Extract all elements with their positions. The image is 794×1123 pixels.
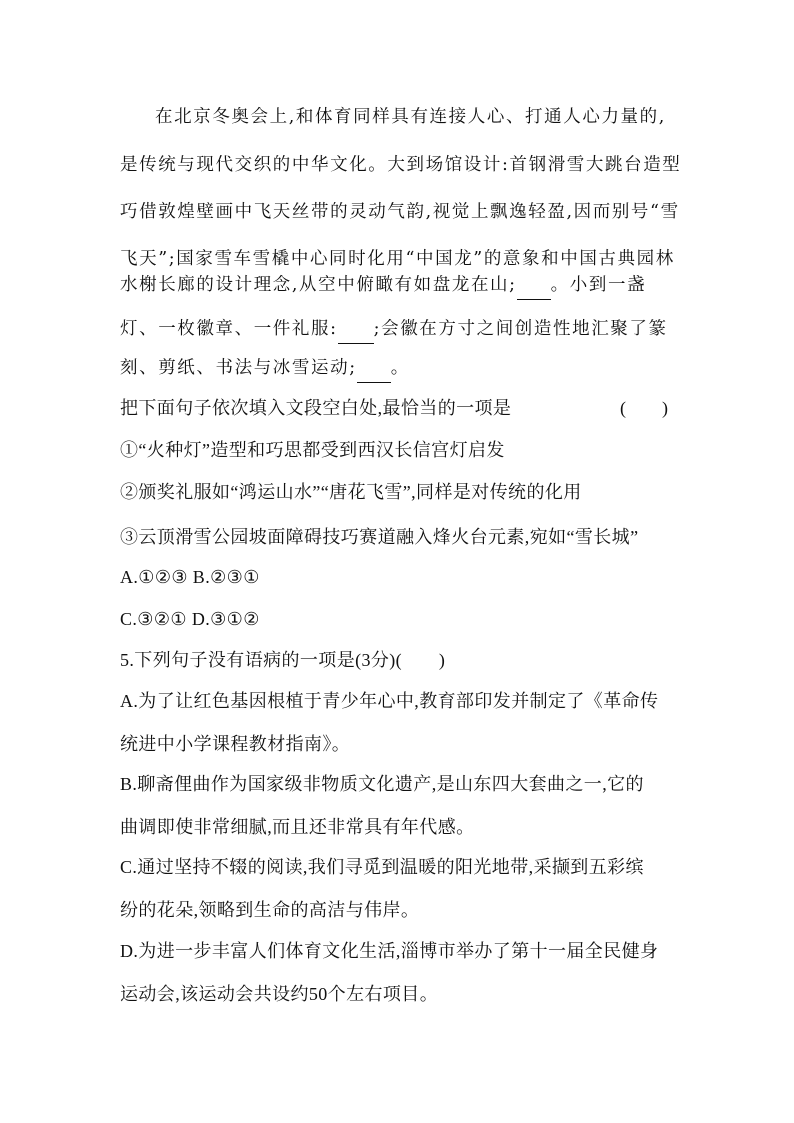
- passage-line-7-text: 刻、剪纸、书法与冰雪运动;: [120, 358, 357, 378]
- sentence-1: ①“火种灯”造型和巧思都受到西汉长信宫灯启发: [120, 440, 505, 460]
- passage-line-5-text: 水榭长廊的设计理念,从空中俯瞰有如盘龙在山;: [120, 275, 517, 295]
- passage-line-2: 是传统与现代交织的中华文化。大到场馆设计:首钢滑雪大跳台造型: [120, 155, 682, 175]
- passage-line-6-text: 灯、一枚徽章、一件礼服:: [120, 319, 338, 339]
- fill-blank-1: [517, 271, 551, 300]
- passage-line-6-tail: ;会徽在方寸之间创造性地汇聚了篆: [373, 319, 668, 339]
- options-row-2: C.③②① D.③①②: [120, 609, 260, 629]
- question-4-prompt: 把下面句子依次填入文段空白处,最恰当的一项是: [120, 398, 512, 418]
- passage-line-7: [120, 354, 680, 383]
- option-d-line-1: D.为进一步丰富人们体育文化生活,淄博市举办了第十一届全民健身: [120, 941, 659, 961]
- answer-paren-4: ( ): [620, 398, 668, 418]
- passage-line-7-tail: 。: [390, 358, 410, 378]
- option-d-line-2: 运动会,该运动会共设约50个左右项目。: [120, 984, 439, 1004]
- passage-line-1: 在北京冬奥会上,和体育同样具有连接人心、打通人心力量的,: [155, 107, 666, 127]
- passage-line-3: 巧借敦煌壁画中飞天丝带的灵动气韵,视觉上飘逸轻盈,因而别号“雪: [120, 202, 680, 222]
- option-c-line-1: C.通过坚持不辍的阅读,我们寻觅到温暖的阳光地带,采撷到五彩缤: [120, 857, 644, 877]
- passage-line-5: [120, 271, 680, 300]
- option-c-line-2: 纷的花朵,领略到生命的高洁与伟岸。: [120, 900, 420, 920]
- passage-line-4: 飞天”;国家雪车雪橇中心同时化用“中国龙”的意象和中国古典园林: [120, 249, 675, 269]
- option-a-line-2: 统进中小学课程教材指南》。: [120, 734, 351, 754]
- fill-blank-2: [338, 315, 374, 344]
- question-5-prompt: 5.下列句子没有语病的一项是(3分)( ): [120, 650, 446, 670]
- passage-line-6: [120, 315, 680, 344]
- option-b-line-2: 曲调即使非常细腻,而且还非常具有年代感。: [120, 817, 475, 837]
- option-a-line-1: A.为了让红色基因根植于青少年心中,教育部印发并制定了《革命传: [120, 691, 659, 711]
- fill-blank-3: [357, 354, 391, 383]
- sentence-3: ③云顶滑雪公园坡面障碍技巧赛道融入烽火台元素,宛如“雪长城”: [120, 527, 639, 547]
- passage-line-5-tail: 。小到一盏: [550, 275, 647, 295]
- options-row-1: A.①②③ B.②③①: [120, 567, 260, 587]
- option-b-line-1: B.聊斋俚曲作为国家级非物质文化遗产,是山东四大套曲之一,它的: [120, 774, 644, 794]
- sentence-2: ②颁奖礼服如“鸿运山水”“唐花飞雪”,同样是对传统的化用: [120, 482, 582, 502]
